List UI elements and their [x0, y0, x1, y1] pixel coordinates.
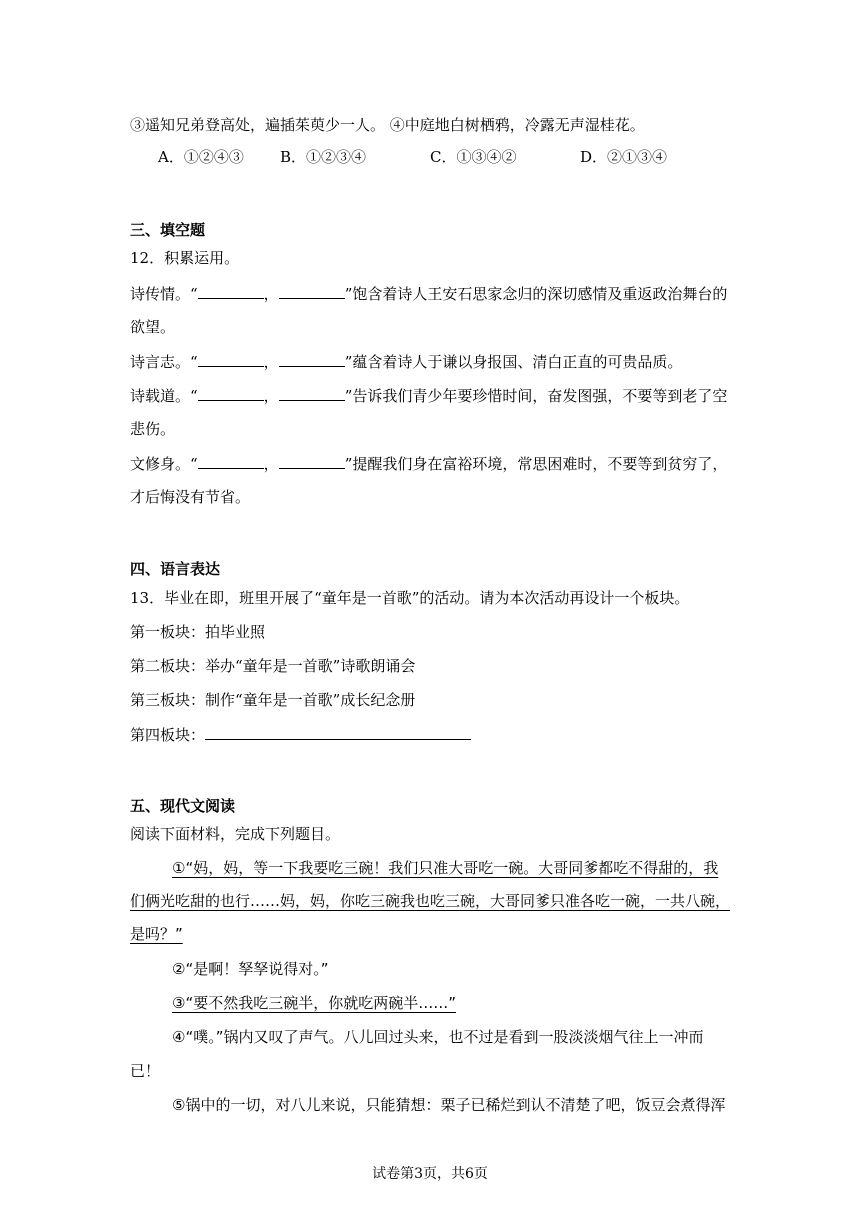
- section-heading-reading: 五、现代文阅读: [130, 797, 236, 815]
- q11-poem-line: ③遥知兄弟登高处，遍插茱萸少一人。 ④中庭地白树栖鸦，冷露无声湿桂花。: [130, 116, 645, 134]
- reading-intro: 阅读下面材料，完成下列题目。: [130, 825, 341, 843]
- passage-p1-line1: ①“妈，妈，等一下我要吃三碗！我们只准大哥吃一碗。大哥同爹都吃不得甜的，我: [172, 859, 719, 877]
- passage-p2: ②“是啊！孥孥说得对。”: [172, 960, 329, 978]
- block-1: 第一板块：拍毕业照: [130, 623, 266, 641]
- fill-item-4: 文修身。“ ， ”提醒我们身在富裕环境，常思困难时，不要等到贫穷了，: [130, 452, 727, 474]
- blank-input[interactable]: [198, 350, 264, 367]
- fill-item-3-cont: 悲伤。: [130, 420, 176, 438]
- fill-item-1: 诗传情。“ ， ”饱含着诗人王安石思家念归的深切感情及重返政治舞台的: [130, 282, 727, 304]
- blank-input[interactable]: [279, 452, 345, 469]
- blank-input[interactable]: [198, 384, 264, 401]
- fill-item-4-cont: 才后悔没有节省。: [130, 488, 251, 506]
- passage-p3: ③“要不然我吃三碗半，你就吃两碗半……”: [172, 994, 456, 1012]
- fill-item-1-cont: 欲望。: [130, 318, 176, 336]
- fill-item-3: 诗载道。“ ， ”告诉我们青少年要珍惜时间，奋发图强，不要等到老了空: [130, 384, 727, 406]
- fill-item-2: 诗言志。“ ， ”蕴含着诗人于谦以身报国、清白正直的可贵品质。: [130, 350, 682, 372]
- blank-input[interactable]: [198, 282, 264, 299]
- block-4-answer-line[interactable]: [205, 723, 471, 740]
- passage-p4-line2: 已！: [130, 1062, 161, 1080]
- option-c[interactable]: C．①③④②: [430, 148, 517, 166]
- blank-input[interactable]: [279, 384, 345, 401]
- block-4: 第四板块：: [130, 723, 471, 745]
- passage-p4-line1: ④“噗。”锅内又叹了声气。八儿回过头来，也不过是看到一股淡淡烟气往上一冲而: [172, 1028, 704, 1046]
- passage-p1-line3: 是吗？”: [130, 925, 183, 943]
- block-3: 第三板块：制作“童年是一首歌”成长纪念册: [130, 691, 416, 709]
- section-heading-fill-blank: 三、填空题: [130, 221, 206, 239]
- page-footer: 试卷第3页，共6页: [372, 1166, 488, 1182]
- blank-input[interactable]: [279, 282, 345, 299]
- q12-title: 12．积累运用。: [130, 249, 240, 267]
- blank-input[interactable]: [279, 350, 345, 367]
- block-2: 第二板块：举办“童年是一首歌”诗歌朗诵会: [130, 657, 416, 675]
- option-d[interactable]: D．②①③④: [580, 148, 668, 166]
- blank-input[interactable]: [198, 452, 264, 469]
- passage-p5: ⑤锅中的一切，对八儿来说，只能猜想：栗子已稀烂到认不清楚了吧，饭豆会煮得浑: [172, 1096, 726, 1114]
- passage-p1-line2: 们俩光吃甜的也行……妈，妈，你吃三碗我也吃三碗，大哥同爹只准各吃一碗，一共八碗，: [130, 892, 731, 910]
- q13-title: 13．毕业在即，班里开展了“童年是一首歌”的活动。请为本次活动再设计一个板块。: [130, 589, 690, 607]
- option-b[interactable]: B．①②③④: [280, 148, 367, 166]
- option-a[interactable]: A．①②④③: [158, 148, 244, 166]
- section-heading-language: 四、语言表达: [130, 560, 221, 578]
